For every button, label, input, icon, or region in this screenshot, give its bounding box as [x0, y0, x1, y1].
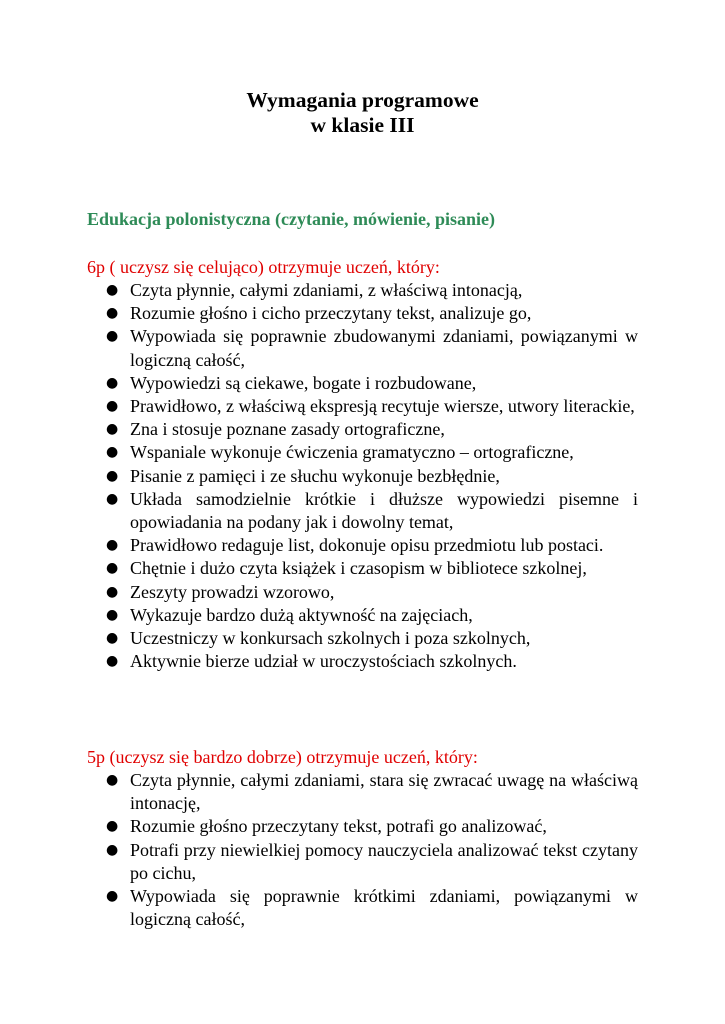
document-title: [0, 88, 725, 138]
bullet-icon: ●: [106, 374, 119, 391]
list-item: ● Prawidłowo redaguje list, dokonuje opisu przedmiotu lub postaci.: [87, 534, 638, 557]
list-item: ● Rozumie głośno i cicho przeczytany tekst, analizuje go,: [87, 302, 638, 325]
section-heading: Edukacja polonistyczna (czytanie, mówienie, pisanie): [87, 209, 495, 229]
bullet-icon: ●: [106, 818, 119, 835]
list-item: ● Wypowiada się poprawnie zbudowanymi zdaniami, powiązanymi w logiczną całość,: [106, 326, 638, 370]
bullet-icon: ●: [106, 653, 119, 670]
bullet-icon: ●: [106, 537, 119, 554]
bullet-icon: ●: [106, 630, 119, 647]
list-item: ● Chętnie i dużo czyta książek i czasopism w bibliotece szkolnej,: [87, 557, 638, 580]
title-line-1: Wymagania programowe: [246, 88, 479, 112]
list-item: ● Zna i stosuje poznane zasady ortograficzne,: [87, 418, 638, 441]
list-item: ● Wykazuje bardzo dużą aktywność na zajęciach,: [87, 604, 638, 627]
bullet-icon: ●: [106, 888, 119, 905]
bullet-icon: ●: [106, 841, 119, 858]
grade-5-label: 5p (uczysz się bardzo dobrze) otrzymuje uczeń, który:: [87, 747, 478, 767]
list-item: ● Czyta płynnie, całymi zdaniami, stara się zwracać uwagę na właściwą intonację,: [106, 770, 638, 814]
grade-6-label: 6p ( uczysz się celująco) otrzymuje uczeń, który:: [87, 257, 440, 277]
list-item: ● Rozumie głośno przeczytany tekst, potrafi go analizować,: [87, 815, 638, 838]
list-item: ● Zeszyty prowadzi wzorowo,: [87, 581, 638, 604]
list-item: ● Czyta płynnie, całymi zdaniami, z właściwą intonacją,: [87, 279, 638, 302]
bullet-icon: ●: [106, 560, 119, 577]
bullet-icon: ●: [106, 305, 119, 322]
bullet-icon: ●: [106, 606, 119, 623]
list-item: ● Wypowiada się poprawnie krótkimi zdaniami, powiązanymi w logiczną całość,: [106, 886, 638, 930]
bullet-icon: ●: [106, 490, 119, 507]
bullet-icon: ●: [106, 421, 119, 438]
bullet-icon: ●: [106, 398, 119, 415]
list-item: ● Wspaniale wykonuje ćwiczenia gramatyczno – ortograficzne,: [87, 441, 638, 464]
grade-5-list: [87, 769, 638, 931]
bullet-icon: ●: [106, 282, 119, 298]
bullet-icon: ●: [106, 328, 119, 345]
list-item: ● Uczestniczy w konkursach szkolnych i poza szkolnych,: [87, 627, 638, 650]
list-item: ● Potrafi przy niewielkiej pomocy nauczyciela analizować tekst czytany po cichu,: [106, 839, 638, 883]
list-item: ● Pisanie z pamięci i ze słuchu wykonuje bezbłędnie,: [87, 465, 638, 488]
bullet-icon: ●: [106, 583, 119, 600]
list-item: ● Aktywnie bierze udział w uroczystościach szkolnych.: [87, 650, 638, 673]
list-item: ● Układa samodzielnie krótkie i dłuższe wypowiedzi pisemne i opowiadania na podany jak i dowolny temat,: [106, 488, 638, 533]
title-line-2: w klasie III: [310, 113, 415, 137]
bullet-icon: ●: [106, 772, 119, 788]
list-item: ● Prawidłowo, z właściwą ekspresją recytuje wiersze, utwory literackie,: [87, 395, 638, 418]
grade-6-list: [87, 279, 638, 673]
bullet-icon: ●: [106, 467, 119, 484]
bullet-icon: ●: [106, 444, 119, 461]
list-item: ● Wypowiedzi są ciekawe, bogate i rozbudowane,: [87, 372, 638, 395]
